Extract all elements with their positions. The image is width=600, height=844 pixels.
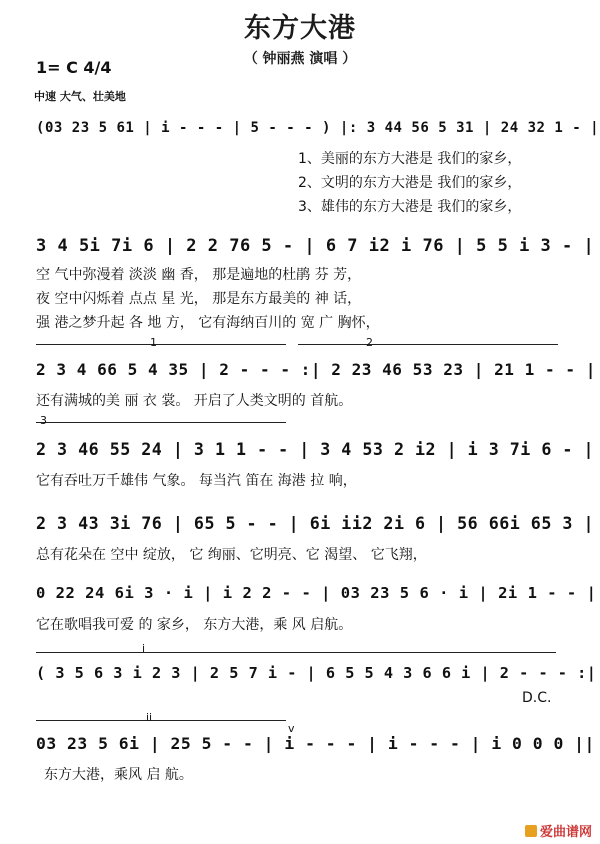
ending-label-1: 1 xyxy=(150,336,157,349)
section-bracket-ii xyxy=(36,720,286,721)
lyric-line: 它在歌唱我可爱 的 家乡， 东方大港，乘 风 启航。 xyxy=(36,617,353,633)
notation-line: (03 23 5 61 | i - - - | 5 - - - ) |: 3 44 56 5 31 | 24 32 1 - | xyxy=(36,120,600,136)
breath-mark: v xyxy=(288,722,295,735)
lyric-line-2: 2、文明的东方大港是 我们的家乡， xyxy=(298,175,522,191)
tempo-marking: 中速 大气、壮美地 xyxy=(34,90,126,103)
section-marker-i: i xyxy=(142,642,146,655)
notation-line: ( 3 5 6 3 i 2 3 | 2 5 7 i - | 6 5 5 4 3 6 6 i | 2 - - - :| xyxy=(36,664,597,682)
lyric-line-2: 夜 空中闪烁着 点点 星 光， 那是东方最美的 神 话， xyxy=(36,291,362,307)
page-title: 东方大港 xyxy=(244,13,356,44)
lyric-line: 还有满城的美 丽 衣 裳。 开启了人类文明的 首航。 xyxy=(36,393,353,409)
notation-line: 0 22 24 6i 3 · i | i 2 2 - - | 03 23 5 6 · i | 2i 1 - - | xyxy=(36,584,597,602)
key-signature: 1= C 4/4 xyxy=(36,58,112,77)
ending-label-2: 2 xyxy=(366,336,373,349)
watermark-text: 爱曲谱网 xyxy=(539,825,592,840)
ending-label-3: 3 xyxy=(40,414,47,427)
notation-line: 3 4 5i 7i 6 | 2 2 76 5 - | 6 7 i2 i 76 | 5 5 i 3 - | xyxy=(36,236,595,256)
notation-line: 03 23 5 6i | 25 5 - - | i - - - | i - - - | i 0 0 0 || xyxy=(36,734,595,753)
section-bracket-i xyxy=(36,652,556,653)
lyric-line-3: 3、雄伟的东方大港是 我们的家乡， xyxy=(298,199,522,215)
ending-bracket-1 xyxy=(36,344,286,345)
notation-line: 2 3 46 55 24 | 3 1 1 - - | 3 4 53 2 i2 | i 3 7i 6 - | xyxy=(36,440,594,459)
section-marker-ii: ii xyxy=(146,711,153,724)
ending-bracket-2 xyxy=(298,344,558,345)
lyric-line: 东方大港，乘风 启 航。 xyxy=(44,767,193,783)
performer-credit: （ 钟丽燕 演唱 ） xyxy=(243,51,357,67)
lyric-line-3: 强 港之梦升起 各 地 方， 它有海纳百川的 宽 广 胸怀， xyxy=(36,315,380,331)
lyric-line: 总有花朵在 空中 绽放， 它 绚丽、它明亮、它 渴望、 它飞翔， xyxy=(36,547,427,563)
notation-line: 2 3 43 3i 76 | 65 5 - - | 6i ii2 2i 6 | 56 66i 65 3 | xyxy=(36,514,594,533)
site-watermark xyxy=(525,821,592,840)
music-note-icon xyxy=(525,825,537,837)
da-capo-mark: D.C. xyxy=(522,690,552,706)
lyric-line-1: 空 气中弥漫着 淡淡 幽 香， 那是遍地的杜鹃 芬 芳， xyxy=(36,267,362,283)
lyric-line: 它有吞吐万千雄伟 气象。 每当汽 笛在 海港 拉 响， xyxy=(36,473,357,489)
ending-bracket-3 xyxy=(36,422,286,423)
notation-line: 2 3 4 66 5 4 35 | 2 - - - :| 2 23 46 53 23 | 21 1 - - | xyxy=(36,360,596,379)
lyric-line-1: 1、美丽的东方大港是 我们的家乡， xyxy=(298,151,522,167)
